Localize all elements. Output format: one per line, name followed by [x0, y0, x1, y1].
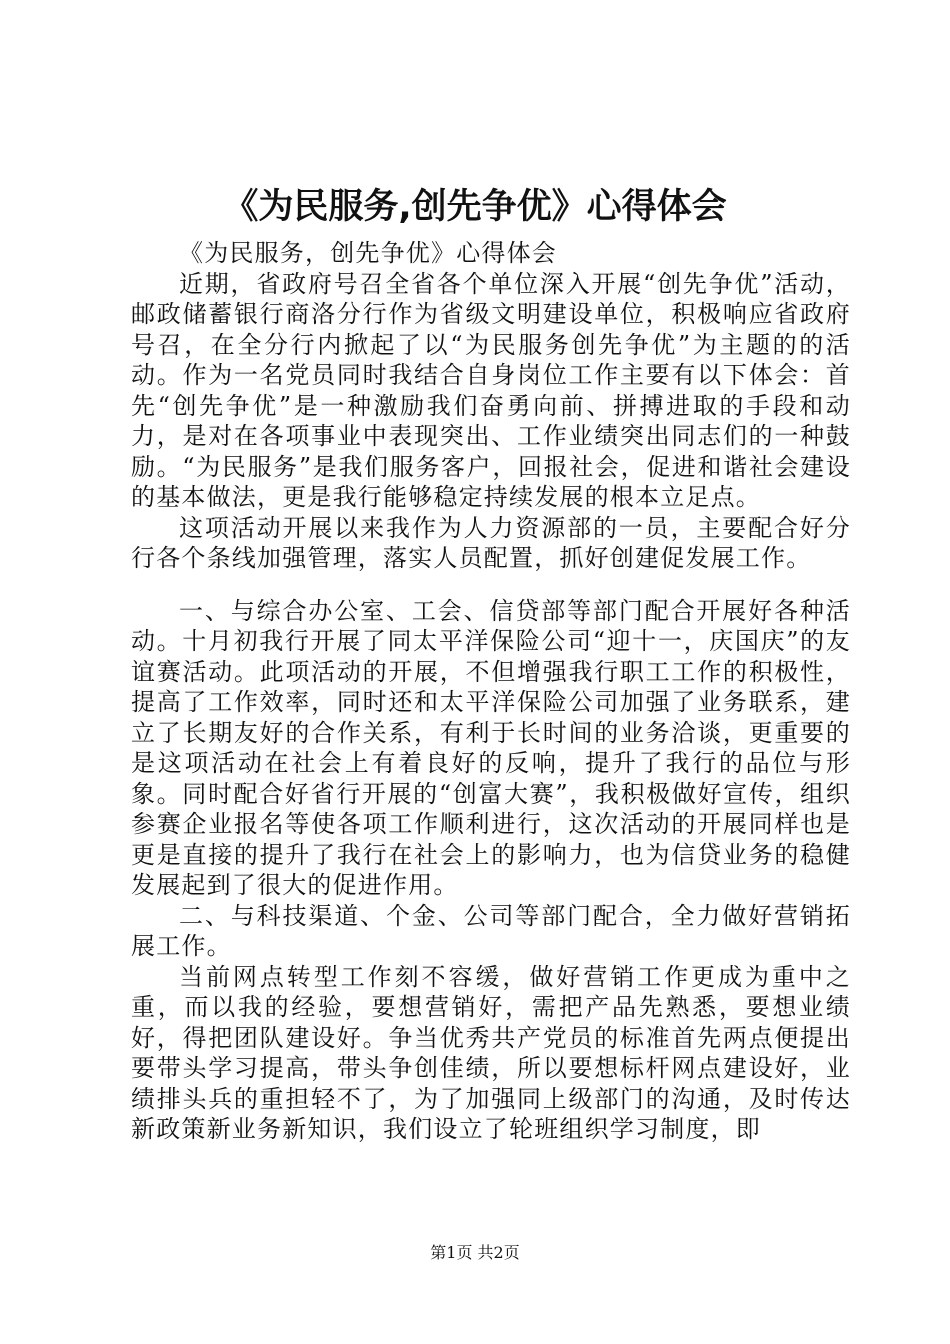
body-paragraph: 当前网点转型工作刻不容缓，做好营销工作更成为重中之重，而以我的经验，要想营销好，需把产品先熟悉，要想业绩好，得把团队建设好。争当优秀共产党员的标准首先两点便提出要带头学习提高，带头争创佳绩，所以要想标杆网点建设好，业绩排头兵的重担轻不了，为了加强同上级部门的沟通，及时传达新政策新业务新知识，我们设立了轮班组织学习制度，即: [131, 962, 851, 1143]
document-body: [131, 238, 851, 1145]
page-footer: 第1页 共2页: [430, 1243, 520, 1262]
body-paragraph: 这项活动开展以来我作为人力资源部的一员，主要配合好分行各个条线加强管理，落实人员配置，抓好创建促发展工作。: [131, 513, 851, 572]
subtitle-paragraph: 《为民服务，创先争优》心得体会: [179, 239, 557, 267]
section-heading-paragraph: 二、与科技渠道、个金、公司等部门配合，全力做好营销拓展工作。: [131, 901, 851, 960]
body-paragraph: 近期，省政府号召全省各个单位深入开展“创先争优”活动，邮政储蓄银行商洛分行作为省级文明建设单位，积极响应省政府号召，在全分行内掀起了以“为民服务创先争优”为主题的的活动。作为一名党员同时我结合自身岗位工作主要有以下体会：首先“创先争优”是一种激励我们奋勇向前、拼搏进取的手段和动力，是对在各项事业中表现突出、工作业绩突出同志们的一种鼓励。“为民服务”是我们服务客户，回报社会，促进和谐社会建设的基本做法，更是我行能够稳定持续发展的根本立足点。: [131, 269, 851, 511]
body-paragraph: 一、与综合办公室、工会、信贷部等部门配合开展好各种活动。十月初我行开展了同太平洋保险公司“迎十一，庆国庆”的友谊赛活动。此项活动的开展，不但增强我行职工工作的积极性，提高了工作效率，同时还和太平洋保险公司加强了业务联系，建立了长期友好的合作关系，有利于长时间的业务洽谈，更重要的是这项活动在社会上有着良好的反响，提升了我行的品位与形象。同时配合好省行开展的“创富大赛”，我积极做好宣传，组织参赛企业报名等使各项工作顺利进行，这次活动的开展同样也是更是直接的提升了我行在社会上的影响力，也为信贷业务的稳健发展起到了很大的促进作用。: [131, 596, 851, 899]
document-title: 《为民服务,创先争优》心得体会: [223, 187, 727, 227]
